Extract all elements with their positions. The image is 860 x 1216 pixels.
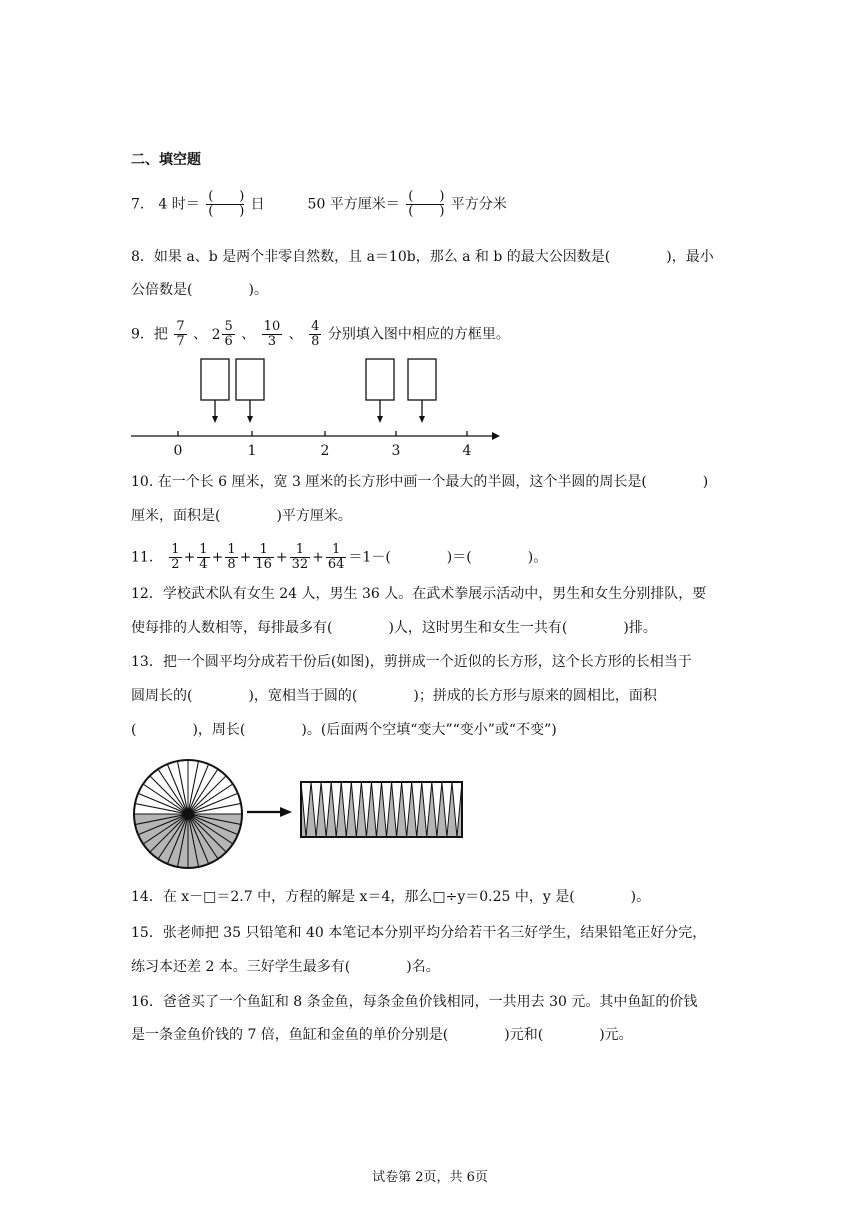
q9-f2-num: 5 (224, 319, 233, 334)
q9-answer-box-3 (366, 359, 394, 400)
q9-fraction-3 (262, 320, 283, 349)
q11-f4-num: 1 (253, 543, 274, 558)
q13-transform-arrow (247, 807, 292, 817)
q11-f4-den: 16 (255, 557, 272, 572)
q9-f4-num: 4 (311, 319, 320, 334)
q11-f5-num: 1 (290, 543, 311, 558)
q9-f1-den: 7 (176, 334, 185, 349)
q11-f6-den: 64 (327, 557, 345, 572)
q15-line-2: 练习本还差 2 本。三好学生最多有( )名。 (131, 959, 440, 975)
q8-line-2: 公倍数是( )。 (131, 282, 268, 298)
q13-line-3: ( )，周长( )。(后面两个空填“变大”“变小”或“不变”) (131, 722, 557, 738)
q9-mixed-whole: 2 (211, 326, 221, 343)
q11-f1-den: 2 (171, 557, 180, 572)
q12-line-1: 12．学校武术队有女生 24 人，男生 36 人。在武术拳展示活动中，男生和女生分别排队，要 (131, 586, 707, 602)
q7-blank-den-1: ( ) (208, 204, 245, 219)
q9-tick-label-0: 0 (173, 443, 183, 459)
q9-answer-box-2 (236, 359, 264, 400)
question-7 (131, 190, 507, 219)
q9-answer-box-4 (408, 359, 436, 400)
q11-plus-2: + (211, 549, 224, 566)
q11-f5-den: 32 (291, 557, 309, 572)
q13-line-2: 圆周长的( )，宽相当于圆的( )；拼成的长方形与原来的圆相比，面积 (131, 688, 657, 704)
q9-arrowhead-4 (419, 416, 425, 423)
q11-plus-5: + (312, 549, 324, 566)
q15-line-1: 15．张老师把 35 只铅笔和 40 本笔记本分别平均分给若干名三好学生，结果铅笔正好分完， (131, 925, 707, 941)
q11-f1-num: 1 (171, 542, 180, 557)
q9-sep-3: 、 (288, 326, 303, 343)
q9-axis-arrowhead (492, 432, 500, 440)
q9-f3-num: 10 (263, 319, 281, 334)
q11-fraction-1 (169, 543, 181, 572)
q11-fraction-2 (197, 543, 209, 572)
page-footer: 试卷第 2页，共 6页 (372, 1170, 488, 1185)
q11-number: 11． (131, 549, 163, 566)
q7-suffix-2: 平方分米 (450, 196, 507, 213)
q9-sep-2: 、 (241, 326, 256, 343)
q9-number-line-figure (126, 352, 506, 460)
q9-f1-num: 7 (176, 319, 185, 334)
q13-line-1: 13．把一个圆平均分成若干份后(如图)，剪拼成一个近似的长方形，这个长方形的长相当于 (131, 654, 692, 670)
q9-tick-label-4: 4 (462, 443, 472, 459)
q9-fraction-1 (174, 320, 186, 349)
q11-f6-num: 1 (326, 543, 347, 558)
q9-tick-label-2: 2 (320, 443, 330, 459)
q7-number: 7． (131, 196, 154, 213)
q7-blank-num-1: ( ) (208, 189, 245, 204)
q9-f4-den: 8 (311, 334, 320, 349)
q11-plus-4: + (275, 549, 288, 566)
q9-suffix: 分别填入图中相应的方框里。 (327, 326, 510, 343)
q7-blank-fraction-2 (406, 190, 444, 219)
q9-number: 9．把 (131, 326, 168, 343)
question-11 (131, 543, 547, 572)
q9-tick-label-1: 1 (247, 443, 257, 459)
q9-arrowhead-2 (247, 416, 253, 423)
q11-fraction-5 (290, 543, 311, 572)
q11-fraction-3 (225, 543, 237, 572)
q11-suffix: ＝1－( )＝( )。 (348, 549, 548, 566)
q11-f3-num: 1 (227, 542, 236, 557)
q13-approx-rectangle (301, 782, 462, 837)
q14-line-1: 14．在 x－□＝2.7 中，方程的解是 x＝4，那么□÷y＝0.25 中，y 是( )。 (131, 889, 651, 905)
q13-circle-to-rectangle-figure (130, 758, 475, 874)
q11-f2-num: 1 (199, 542, 208, 557)
q9-arrowhead-1 (212, 416, 218, 423)
q9-f3-den: 3 (267, 334, 277, 349)
q11-f3-den: 8 (227, 557, 236, 572)
q9-fraction-4 (309, 320, 321, 349)
q8-line-1: 8．如果 a、b 是两个非零自然数，且 a＝10b，那么 a 和 b 的最大公因数是( )，最小 (131, 249, 714, 265)
q9-sep-1: 、 (193, 326, 208, 343)
q9-answer-box-1 (201, 359, 229, 400)
q13-divided-circle (134, 760, 242, 868)
q7-blank-den-2: ( ) (408, 204, 445, 219)
q11-plus-3: + (239, 549, 252, 566)
q11-fraction-4 (253, 543, 274, 572)
q9-arrowhead-3 (377, 416, 383, 423)
q7-suffix-1: 日 (250, 196, 265, 213)
section-title: 二、填空题 (131, 152, 201, 168)
q7-blank-fraction-1 (206, 190, 244, 219)
q9-f2-den: 6 (224, 334, 233, 349)
q12-line-2: 使每排的人数相等，每排最多有( )人，这时男生和女生一共有( )排。 (131, 620, 657, 636)
question-9 (131, 320, 510, 349)
q11-f2-den: 4 (199, 557, 208, 572)
q10-line-2: 厘米，面积是( )平方厘米。 (131, 508, 352, 524)
q16-line-2: 是一条金鱼价钱的 7 倍，鱼缸和金鱼的单价分别是( )元和( )元。 (131, 1027, 633, 1043)
q16-line-1: 16．爸爸买了一个鱼缸和 8 条金鱼，每条金鱼价钱相同，一共用去 30 元。其中鱼缸的价钱 (131, 994, 698, 1010)
q7-prefix-2: 50 平方厘米＝ (307, 196, 400, 213)
q11-fraction-6 (326, 543, 347, 572)
q11-plus-1: + (183, 549, 196, 566)
q9-fraction-2 (222, 320, 234, 349)
q9-tick-label-3: 3 (391, 443, 401, 459)
q10-line-1: 10. 在一个长 6 厘米，宽 3 厘米的长方形中画一个最大的半圆，这个半圆的周长是( ) (131, 474, 709, 490)
q7-blank-num-2: ( ) (408, 189, 445, 204)
q7-prefix-1: 4 时＝ (158, 196, 200, 213)
